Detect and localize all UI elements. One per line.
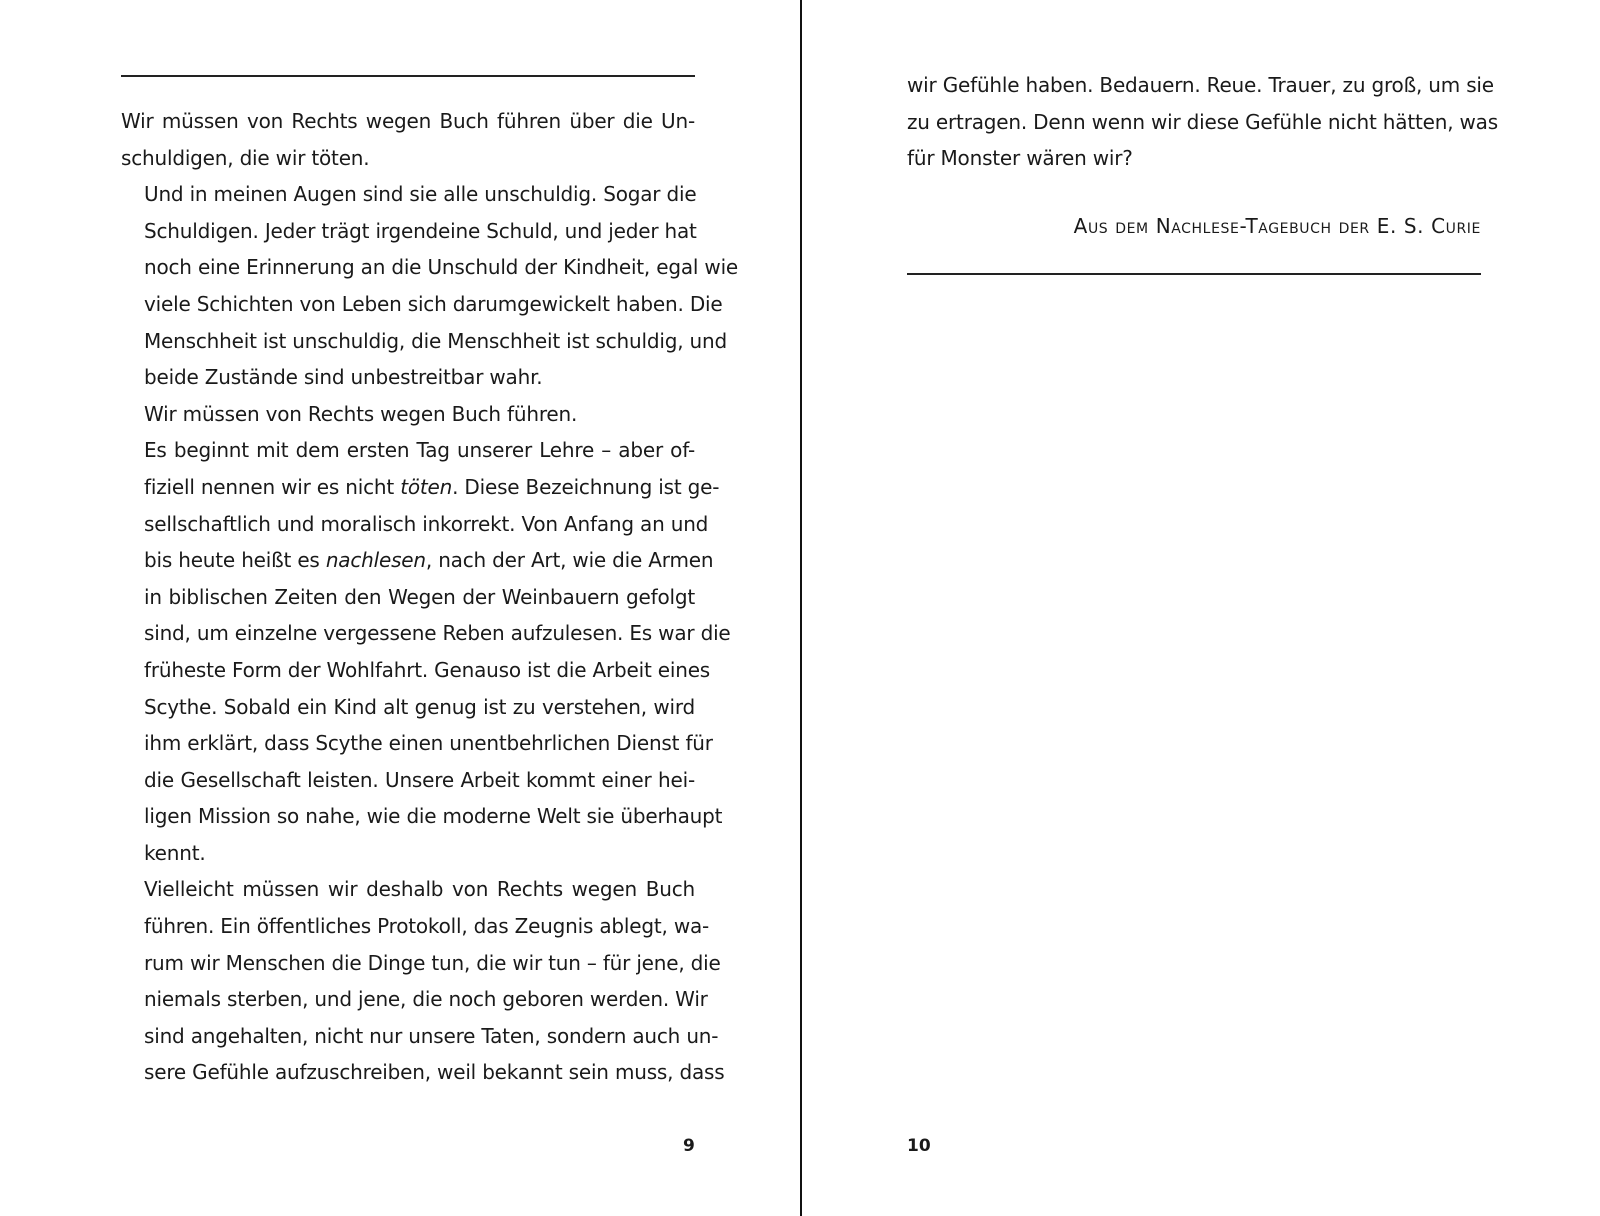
text-line: sere Gefühle aufzuschreiben, weil bekannt sein muss, dass [144,1060,725,1085]
text-line: sellschaftlich und moralisch inkorrekt. Von Anfang an und [144,511,709,536]
attribution-block [907,214,1481,254]
bottom-rule-right [907,273,1481,275]
text-line: schuldigen, die wir töten. [121,145,370,170]
text-line: führen. Ein öffentliches Protokoll, das Zeugnis ablegt, wa- [144,914,710,939]
text-line: zu ertragen. Denn wenn wir diese Gefühle nicht hätten, was [907,109,1498,134]
paragraph [907,67,1498,177]
paragraph [121,432,731,871]
text-line: Und in meinen Augen sind sie alle unschuldig. Sogar die [144,182,697,207]
text-line: ihm erklärt, dass Scythe einen unentbehrlichen Dienst für [144,731,713,756]
spine-divider [800,0,802,1216]
text-line: beide Zustände sind unbestreitbar wahr. [144,365,543,390]
text-line: rum wir Menschen die Dinge tun, die wir tun – für jene, die [144,950,721,975]
text-line: fiziell nennen wir es nicht töten. Diese Bezeichnung ist ge- [144,474,720,499]
text-line: sind angehalten, nicht nur unsere Taten, sondern auch un- [144,1023,719,1048]
paragraph [121,396,695,433]
text-line: wir Gefühle haben. Bedauern. Reue. Trauer, zu groß, um sie [907,73,1494,97]
text-line: Wir müssen von Rechts wegen Buch führen über die Un- [121,109,695,133]
attribution: Aus dem Nachlese-Tagebuch der E. S. Curie [1073,214,1481,238]
text-line: früheste Form der Wohlfahrt. Genauso ist die Arbeit eines [144,657,711,682]
text-line: viele Schichten von Leben sich darumgewickelt haben. Die [144,291,723,316]
paragraph [121,871,725,1091]
page-number-left: 9 [683,1136,695,1156]
text-line: kennt. [144,840,206,865]
page-number-right: 10 [907,1136,931,1156]
right-page-text [907,67,1498,177]
text-line: niemals sterben, und jene, die noch geboren werden. Wir [144,987,708,1012]
text-line: sind, um einzelne vergessene Reben aufzulesen. Es war die [144,621,731,646]
text-line: die Gesellschaft leisten. Unsere Arbeit kommt einer hei- [144,767,695,792]
text-line: Schuldigen. Jeder trägt irgendeine Schuld, und jeder hat [144,218,697,243]
top-rule-left [121,75,695,77]
text-line: Es beginnt mit dem ersten Tag unserer Lehre – aber of- [144,438,695,463]
text-line: ligen Mission so nahe, wie die moderne Welt sie überhaupt [144,804,723,829]
text-line: Wir müssen von Rechts wegen Buch führen. [144,401,578,426]
text-line: Scythe. Sobald ein Kind alt genug ist zu verstehen, wird [144,694,695,719]
text-line: Menschheit ist unschuldig, die Menschheit ist schuldig, und [144,328,727,353]
paragraph [121,103,695,176]
text-line: noch eine Erinnerung an die Unschuld der Kindheit, egal wie [144,255,739,280]
text-line: bis heute heißt es nachlesen, nach der Art, wie die Armen [144,548,714,573]
text-line: für Monster wären wir? [907,146,1133,171]
paragraph [121,176,739,396]
text-line: Vielleicht müssen wir deshalb von Rechts wegen Buch [144,877,695,902]
text-line: in biblischen Zeiten den Wegen der Weinbauern gefolgt [144,584,695,609]
left-page-text [121,103,739,1091]
